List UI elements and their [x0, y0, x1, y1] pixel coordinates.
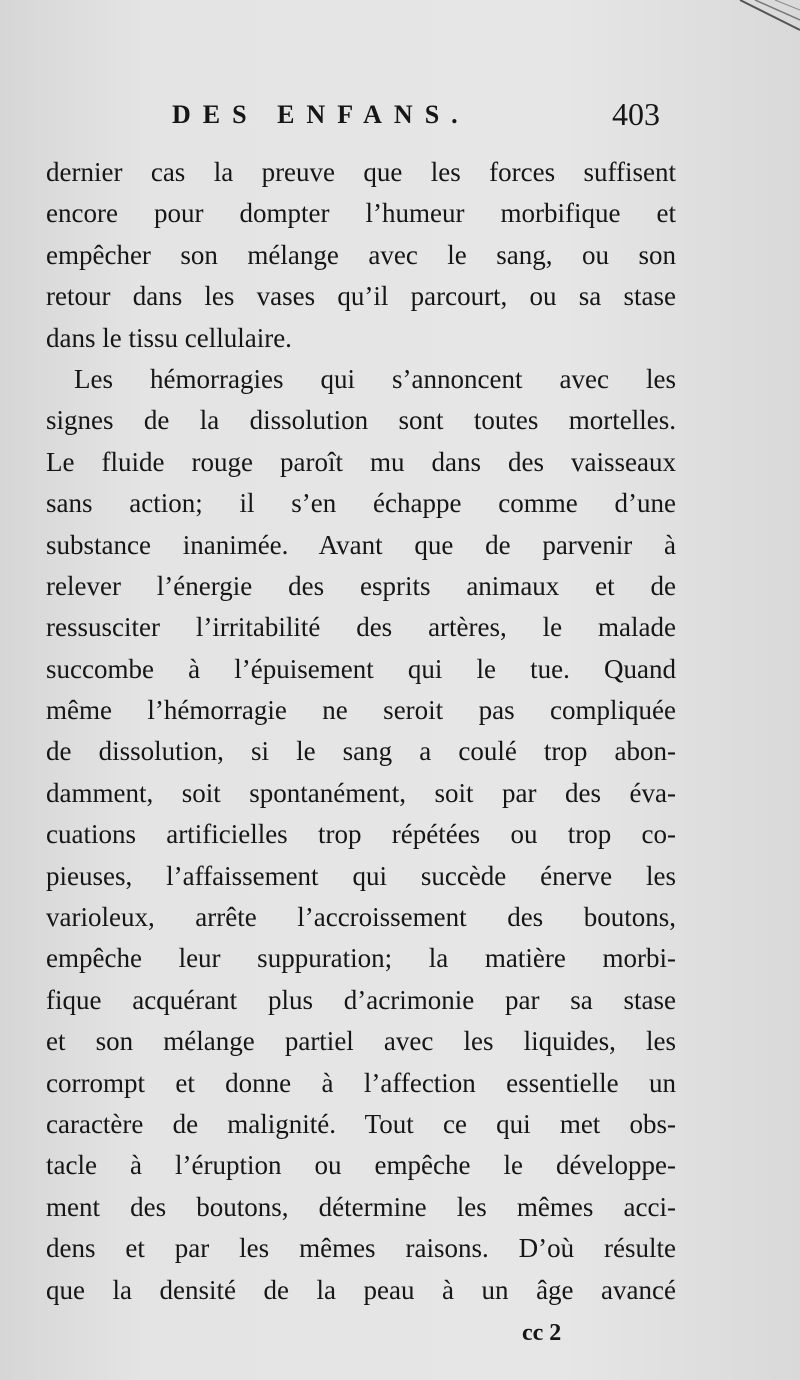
text-line: signes de la dissolution sont toutes mortelles. — [46, 405, 676, 436]
text-line: cuations artificielles trop répétées ou trop co- — [46, 819, 676, 850]
body-text — [46, 152, 676, 1311]
text-line: empêche leur suppuration; la matière morbi- — [46, 943, 676, 974]
text-line: dernier cas la preuve que les forces suffisent — [46, 157, 676, 187]
text-line: Le fluide rouge paroît mu dans des vaisseaux — [46, 446, 676, 477]
printer-signature-mark: cc 2 — [522, 1320, 562, 1346]
page-header — [0, 96, 800, 140]
text-line: que la densité de la peau à un âge avancé — [46, 1274, 676, 1305]
text-line: même l’hémorragie ne seroit pas compliquée — [46, 695, 676, 726]
text-line: dans le tissu cellulaire. — [46, 322, 292, 353]
text-line: empêcher son mélange avec le sang, ou son — [46, 239, 676, 270]
text-line: varioleux, arrête l’accroissement des boutons, — [46, 902, 676, 933]
text-line: dens et par les mêmes raisons. D’où résulte — [46, 1233, 676, 1264]
text-line: retour dans les vases qu’il parcourt, ou sa stase — [46, 281, 676, 312]
text-line: de dissolution, si le sang a coulé trop abon- — [46, 736, 676, 767]
text-line: relever l’énergie des esprits animaux et de — [46, 570, 676, 601]
text-line: Les hémorragies qui s’annoncent avec les — [74, 363, 676, 394]
text-line: caractère de malignité. Tout ce qui met obs- — [46, 1108, 676, 1139]
text-line: pieuses, l’affaissement qui succède énerve les — [46, 860, 676, 891]
text-line: encore pour dompter l’humeur morbifique et — [46, 198, 676, 229]
text-line: corrompt et donne à l’affection essentielle un — [46, 1067, 676, 1098]
running-title: DES ENFANS. — [172, 100, 470, 129]
text-line: ment des boutons, détermine les mêmes acci- — [46, 1191, 676, 1222]
page-number: 403 — [612, 96, 660, 132]
text-line: ressusciter l’irritabilité des artères, le malade — [46, 612, 676, 643]
text-line: tacle à l’éruption ou empêche le développe- — [46, 1150, 676, 1181]
text-line: damment, soit spontanément, soit par des éva- — [46, 777, 676, 808]
text-line: et son mélange partiel avec les liquides, les — [46, 1026, 676, 1057]
text-line: fique acquérant plus d’acrimonie par sa stase — [46, 984, 676, 1015]
text-line: sans action; il s’en échappe comme d’une — [46, 488, 676, 519]
text-line: succombe à l’épuisement qui le tue. Quand — [46, 653, 676, 684]
text-line: substance inanimée. Avant que de parvenir à — [46, 529, 676, 560]
page-corner-fold — [720, 0, 800, 80]
